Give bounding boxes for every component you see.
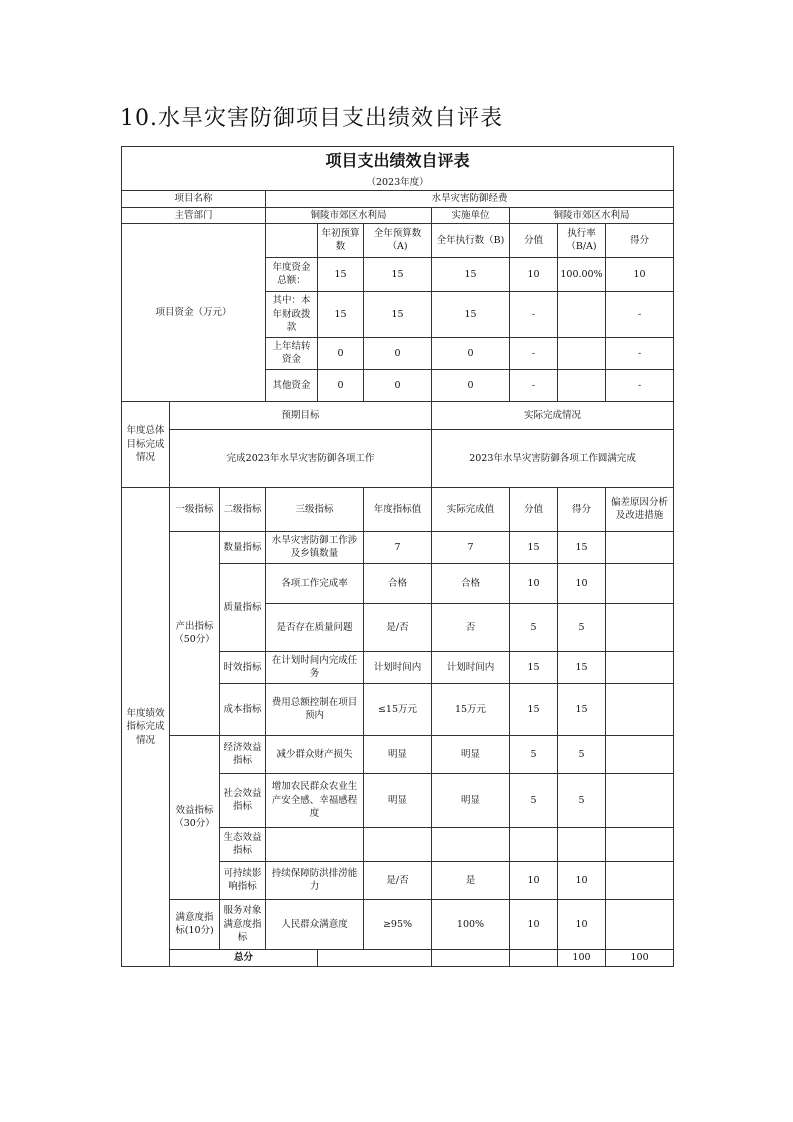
l2-cell: 可持续影响指标 [220,861,266,899]
score-cell: 10 [510,563,558,603]
got-cell: 15 [558,531,606,563]
l3-cell: 减少群众财产损失 [266,735,364,773]
funds-row-name: 其中：本年财政拨款 [266,291,318,337]
remark-cell [606,563,674,603]
impl-value: 铜陵市郊区水利局 [510,207,674,223]
table-year: （2023年度） [122,175,674,191]
funds-cell: 0 [364,369,432,401]
impl-label: 实施单位 [432,207,510,223]
score-cell: 15 [510,531,558,563]
actual-cell: 明显 [432,735,510,773]
funds-header: 年初预算数 [318,223,364,257]
funds-cell: 15 [432,257,510,291]
actual-cell: 合格 [432,563,510,603]
got-cell: 10 [558,899,606,949]
got-cell: 5 [558,773,606,827]
satisfaction-indicator-label: 满意度指标(10分) [170,899,220,949]
l2-cell: 成本指标 [220,683,266,735]
funds-cell: 100.00% [558,257,606,291]
funds-header: 分值 [510,223,558,257]
got-cell: 10 [558,861,606,899]
goals-label: 年度总体目标完成情况 [122,401,170,487]
remark-cell [606,861,674,899]
total-got: 100 [606,949,674,966]
target-cell: 7 [364,531,432,563]
perf-header: 得分 [558,487,606,531]
funds-cell: - [510,337,558,369]
funds-label: 项目资金（万元） [122,223,266,401]
funds-cell: - [606,369,674,401]
target-cell: 是/否 [364,603,432,651]
actual-cell: 是 [432,861,510,899]
l2-cell: 质量指标 [220,563,266,651]
table-title: 项目支出绩效自评表 [122,147,674,176]
funds-cell [558,291,606,337]
score-cell: 10 [510,899,558,949]
remark-cell [606,773,674,827]
l2-cell: 服务对象满意度指标 [220,899,266,949]
got-cell: 15 [558,683,606,735]
l3-cell: 各项工作完成率 [266,563,364,603]
funds-cell: 10 [510,257,558,291]
funds-cell: - [510,291,558,337]
perf-label: 年度绩效指标完成情况 [122,487,170,966]
remark-cell [606,827,674,861]
remark-cell [606,683,674,735]
l2-cell: 数量指标 [220,531,266,563]
funds-cell: 15 [318,291,364,337]
perf-header: 实际完成值 [432,487,510,531]
performance-table [121,146,674,967]
target-cell: 是/否 [364,861,432,899]
l3-cell: 是否存在质量问题 [266,603,364,651]
funds-row-name: 年度资金总额： [266,257,318,291]
score-cell: 5 [510,603,558,651]
actual-cell: 15万元 [432,683,510,735]
funds-header: 执行率（B/A) [558,223,606,257]
funds-cell: - [606,337,674,369]
got-cell: 5 [558,735,606,773]
target-cell: ≥95% [364,899,432,949]
perf-header: 年度指标值 [364,487,432,531]
remark-cell [606,899,674,949]
project-name-label: 项目名称 [122,191,266,207]
funds-cell: 15 [364,291,432,337]
l3-cell: 持续保障防洪排涝能力 [266,861,364,899]
got-cell: 5 [558,603,606,651]
expected-goal-label: 预期目标 [170,401,432,429]
perf-header: 二级指标 [220,487,266,531]
score-cell [510,827,558,861]
output-indicator-label: 产出指标（50分） [170,531,220,735]
score-cell: 10 [510,861,558,899]
funds-cell: 0 [318,369,364,401]
target-cell: 明显 [364,735,432,773]
funds-cell [558,337,606,369]
l3-cell: 水旱灾害防御工作涉及乡镇数量 [266,531,364,563]
score-cell: 15 [510,651,558,683]
expected-goal: 完成2023年水旱灾害防御各项工作 [170,429,432,487]
funds-row-name: 上年结转资金 [266,337,318,369]
funds-cell: - [510,369,558,401]
got-cell: 10 [558,563,606,603]
total-score: 100 [558,949,606,966]
got-cell: 15 [558,651,606,683]
target-cell: 明显 [364,773,432,827]
perf-header: 偏差原因分析及改进措施 [606,487,674,531]
perf-header: 分值 [510,487,558,531]
actual-goal: 2023年水旱灾害防御各项工作圆满完成 [432,429,674,487]
dept-value: 铜陵市郊区水利局 [266,207,432,223]
funds-cell: 0 [432,369,510,401]
actual-cell: 计划时间内 [432,651,510,683]
actual-cell: 否 [432,603,510,651]
remark-cell [606,531,674,563]
funds-row-name: 其他资金 [266,369,318,401]
funds-cell: 10 [606,257,674,291]
l2-cell: 社会效益指标 [220,773,266,827]
target-cell: ≤15万元 [364,683,432,735]
funds-cell: 0 [318,337,364,369]
l3-cell: 增加农民群众农业生产安全感、幸福感程度 [266,773,364,827]
actual-cell: 明显 [432,773,510,827]
l3-cell: 在计划时间内完成任务 [266,651,364,683]
target-cell: 计划时间内 [364,651,432,683]
actual-cell [432,827,510,861]
target-cell: 合格 [364,563,432,603]
benefit-indicator-label: 效益指标（30分） [170,735,220,899]
l3-cell: 人民群众满意度 [266,899,364,949]
score-cell: 15 [510,683,558,735]
funds-header: 全年执行数（B) [432,223,510,257]
actual-goal-label: 实际完成情况 [432,401,674,429]
total-empty [510,949,558,966]
funds-cell: 15 [318,257,364,291]
total-empty [318,949,432,966]
funds-header: 全年预算数（A) [364,223,432,257]
total-label: 总分 [170,949,318,966]
got-cell [558,827,606,861]
project-name: 水旱灾害防御经费 [266,191,674,207]
score-cell: 5 [510,773,558,827]
actual-cell: 100% [432,899,510,949]
l3-cell: 费用总额控制在项目预内 [266,683,364,735]
perf-header: 三级指标 [266,487,364,531]
perf-header: 一级指标 [170,487,220,531]
funds-cell: 0 [432,337,510,369]
remark-cell [606,651,674,683]
funds-cell: 15 [432,291,510,337]
funds-cell: - [606,291,674,337]
dept-label: 主管部门 [122,207,266,223]
funds-cell [558,369,606,401]
remark-cell [606,735,674,773]
remark-cell [606,603,674,651]
funds-header: 得分 [606,223,674,257]
actual-cell: 7 [432,531,510,563]
score-cell: 5 [510,735,558,773]
l2-cell: 经济效益指标 [220,735,266,773]
funds-cell: 15 [364,257,432,291]
l2-cell: 时效指标 [220,651,266,683]
total-empty [432,949,510,966]
l2-cell: 生态效益指标 [220,827,266,861]
l3-cell [266,827,364,861]
funds-cell: 0 [364,337,432,369]
page-heading: 10.水旱灾害防御项目支出绩效自评表 [120,106,503,131]
target-cell [364,827,432,861]
